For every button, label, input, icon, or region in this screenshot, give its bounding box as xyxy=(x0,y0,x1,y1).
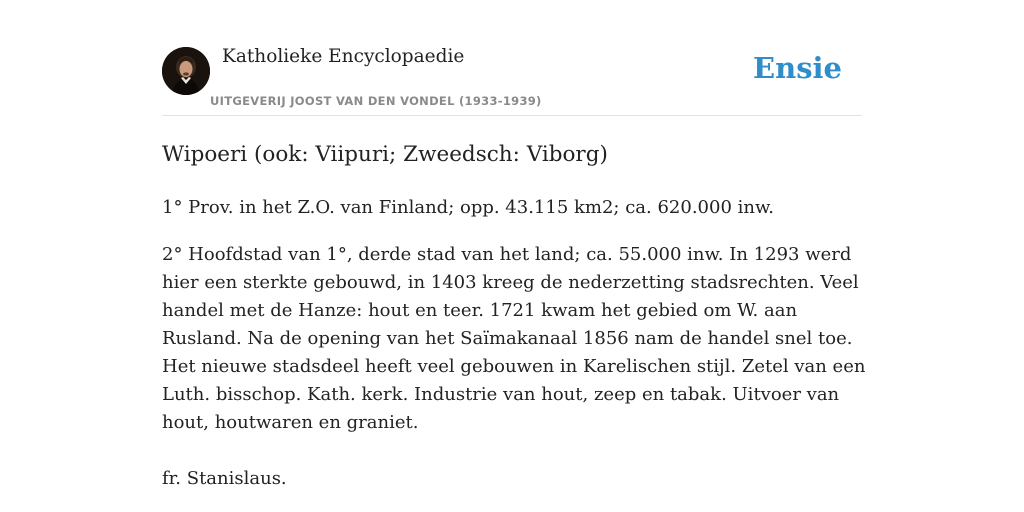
publisher-subtitle: UITGEVERIJ JOOST VAN DEN VONDEL (1933-1939) xyxy=(210,94,542,108)
article-paragraph-1: 1° Prov. in het Z.O. van Finland; opp. 43.115 km2; ca. 620.000 inw. xyxy=(162,197,774,218)
article-body xyxy=(162,140,867,512)
site-header xyxy=(162,40,862,116)
article-paragraph-2: 2° Hoofdstad van 1°, derde stad van het land; ca. 55.000 inw. In 1293 werd hier een sterkte gebouwd, in 1403 kreeg de nederzetting stadsrechten. Veel handel met de Hanze: hout en teer. 1721 kwam het gebied om W. aan Rusland. Na de opening van het Saïmakanaal 1856 nam de handel snel toe. Het nieuwe stadsdeel heeft veel gebouwen in Karelischen stijl. Zetel van een Luth. bisschop. Kath. kerk. Industrie van hout, zeep en tabak. Uitvoer van hout, houtwaren en graniet. xyxy=(162,244,866,433)
portrait-icon xyxy=(162,47,210,95)
publication-avatar[interactable] xyxy=(162,47,210,95)
article-author: fr. Stanislaus. xyxy=(162,468,287,489)
article-title: Wipoeri (ook: Viipuri; Zweedsch: Viborg) xyxy=(162,142,608,167)
ensie-logo-link[interactable]: Ensie xyxy=(753,51,842,85)
publication-title[interactable]: Katholieke Encyclopaedie xyxy=(222,46,465,67)
